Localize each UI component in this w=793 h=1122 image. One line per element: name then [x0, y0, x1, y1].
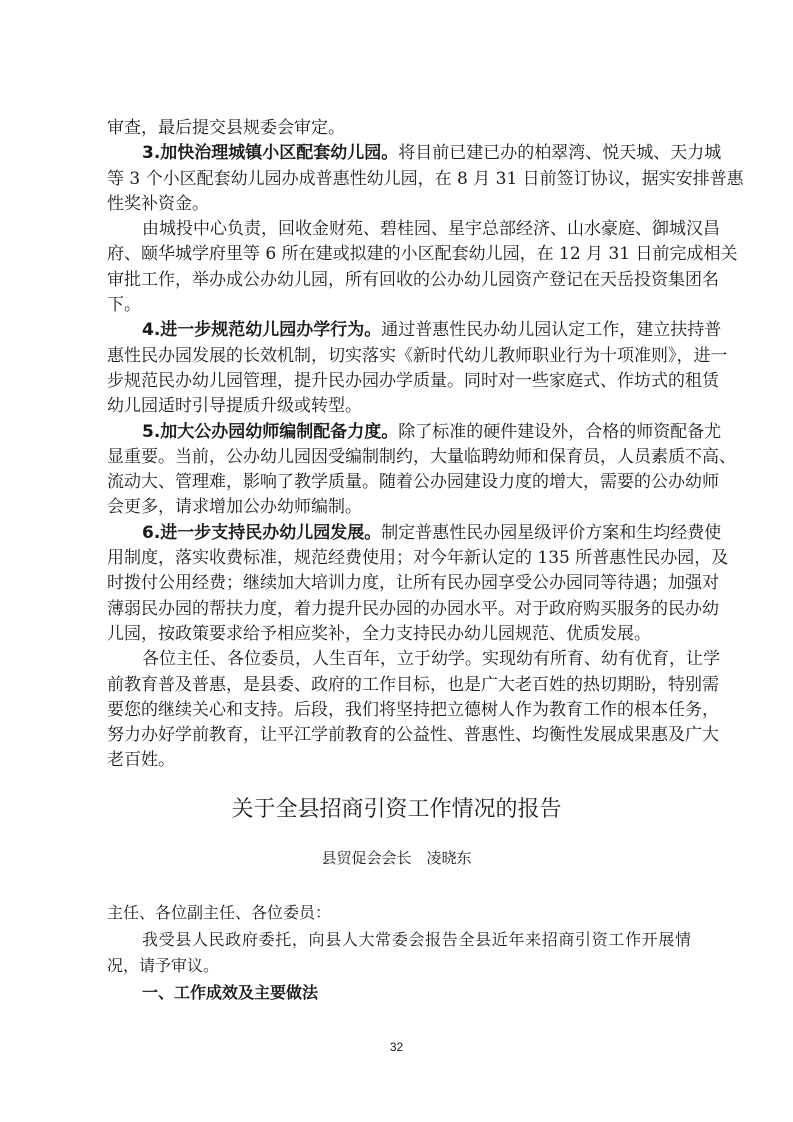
text-line: 儿园，按政策要求给予相应奖补，全力支持民办幼儿园规范、优质发展。 — [107, 623, 651, 644]
text-line: 会更多，请求增加公办幼师编制。 — [107, 497, 362, 518]
text-line: 等 3 个小区配套幼儿园办成普惠性幼儿园，在 8 月 31 日前签订协议，据实安排普惠 — [107, 168, 744, 189]
section-heading: 一、工作成效及主要做法 — [142, 982, 319, 1002]
text-line: 前教育普及普惠，是县委、政府的工作目标，也是广大老百姓的热切期盼，特别需 — [107, 674, 719, 695]
text-line: 努力办好学前教育，让平江学前教育的公益性、普惠性、均衡性发展成果惠及广大 — [107, 725, 719, 746]
text-span: 通过普惠性民办幼儿园认定工作，建立扶持普 — [381, 320, 722, 341]
text-line: 老百姓。 — [107, 750, 175, 771]
text-line: 审查，最后提交县规委会审定。 — [107, 118, 345, 138]
document-body — [107, 116, 744, 774]
text-line: 步规范民办幼儿园管理，提升民办园办学质量。同时对一些家庭式、作坊式的租赁 — [107, 370, 719, 391]
text-span: 将目前已建已办的柏翠湾、悦天城、天力城 — [398, 143, 722, 164]
text-line: 显重要。当前，公办幼儿园因受编制制约，大量临聘幼师和保育员，人员素质不高、 — [107, 446, 736, 467]
paragraph-6-line — [107, 521, 722, 546]
text-span: 除了标准的硬件建设外，合格的师资配备尤 — [398, 421, 722, 442]
page-number: 32 — [389, 1040, 404, 1054]
text-line: 幼儿园适时引导提质升级或转型。 — [107, 396, 362, 417]
report-title: 关于全县招商引资工作情况的报告 — [231, 797, 562, 822]
text-line: 下。 — [107, 295, 141, 316]
paragraph-4-line — [107, 318, 722, 343]
text-line: 薄弱民办园的帮扶力度，着力提升民办园的办园水平。对于政府购买服务的民办幼 — [107, 598, 719, 619]
text-line: 我受县人民政府委托，向县人大常委会报告全县近年来招商引资工作开展情 — [142, 929, 691, 949]
paragraph-6-heading: 6.进一步支持民办幼儿园发展。 — [142, 522, 382, 543]
paragraph-5-heading: 5.加大公办园幼师编制配备力度。 — [142, 421, 399, 442]
report-body — [107, 900, 691, 1006]
text-line: 审批工作，举办成公办幼儿园，所有回收的公办幼儿园资产登记在天岳投资集团名 — [107, 269, 719, 290]
text-line: 性奖补资金。 — [107, 193, 209, 214]
salutation: 主任、各位副主任、各位委员： — [107, 903, 332, 922]
text-line: 由城投中心负责，回收金财苑、碧桂园、星宇总部经济、山水豪庭、御城汉昌 — [142, 219, 720, 240]
paragraph-3-line — [107, 141, 722, 166]
text-line: 惠性民办园发展的长效机制，切实落实《新时代幼儿教师职业行为十项准则》，进一 — [107, 345, 728, 366]
text-line: 府、颐华城学府里等 6 所在建或拟建的小区配套幼儿园，在 12 月 31 日前完成相关 — [107, 244, 738, 265]
text-line: 要您的继续关心和支持。后段，我们将坚持把立德树人作为教育工作的根本任务， — [107, 699, 719, 720]
paragraph-3-heading: 3.加快治理城镇小区配套幼儿园。 — [142, 143, 399, 164]
text-line: 况，请予审议。 — [107, 956, 220, 975]
text-span: 制定普惠性民办园星级评价方案和生均经费使 — [381, 522, 722, 543]
paragraph-5-line — [107, 420, 722, 445]
text-line: 时拨付公用经费；继续加大培训力度，让所有民办园享受公办园同等待遇；加强对 — [107, 573, 719, 594]
report-author: 县贸促会会长 凌晓东 — [321, 849, 472, 867]
text-line: 各位主任、各位委员，人生百年，立于幼学。实现幼有所育、幼有优育，让学 — [142, 649, 720, 670]
text-line: 用制度，落实收费标准，规范经费使用；对今年新认定的 135 所普惠性民办园，及 — [107, 548, 729, 569]
text-line: 流动大、管理难，影响了教学质量。随着公办园建设力度的增大，需要的公办幼师 — [107, 472, 719, 493]
paragraph-4-heading: 4.进一步规范幼儿园办学行为。 — [142, 320, 382, 341]
